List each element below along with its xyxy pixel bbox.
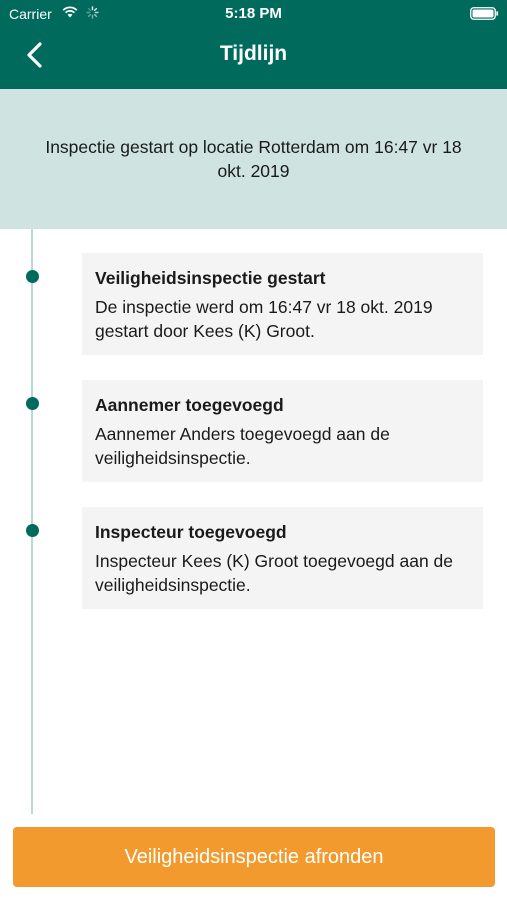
- timeline-event-card: [82, 507, 483, 609]
- event-description: Aannemer Anders toegevoegd aan de veiligheidsinspectie.: [95, 424, 390, 468]
- page-title: Tijdlijn: [219, 42, 288, 65]
- battery-icon: [470, 7, 499, 20]
- event-description: De inspectie werd om 16:47 vr 18 okt. 2019 gestart door Kees (K) Groot.: [95, 297, 433, 341]
- event-title: Inspecteur toegevoegd: [95, 522, 287, 542]
- status-bar: [0, 0, 507, 28]
- timeline-dot: [26, 270, 39, 283]
- event-title: Aannemer toegevoegd: [95, 395, 284, 415]
- timeline-dot: [26, 397, 39, 410]
- event-description: Inspecteur Kees (K) Groot toegevoegd aan de veiligheidsinspectie.: [95, 551, 454, 595]
- summary-text: Inspectie gestart op locatie Rotterdam om 16:47 vr 18 okt. 2019: [45, 137, 462, 181]
- status-time: 5:18 PM: [225, 5, 282, 22]
- inspection-summary: [0, 89, 507, 229]
- timeline: [0, 229, 507, 819]
- finish-inspection-button[interactable]: Veiligheidsinspectie afronden: [13, 827, 495, 887]
- timeline-event-card: [82, 253, 483, 355]
- navigation-bar: [0, 28, 507, 89]
- chevron-left-icon: [18, 38, 52, 72]
- app-header: [0, 0, 507, 89]
- carrier-label: Carrier: [9, 6, 52, 22]
- timeline-dot: [26, 524, 39, 537]
- back-button[interactable]: [18, 38, 52, 72]
- event-title: Veiligheidsinspectie gestart: [95, 268, 326, 288]
- timeline-line: [31, 229, 33, 814]
- timeline-event-card: [82, 380, 483, 482]
